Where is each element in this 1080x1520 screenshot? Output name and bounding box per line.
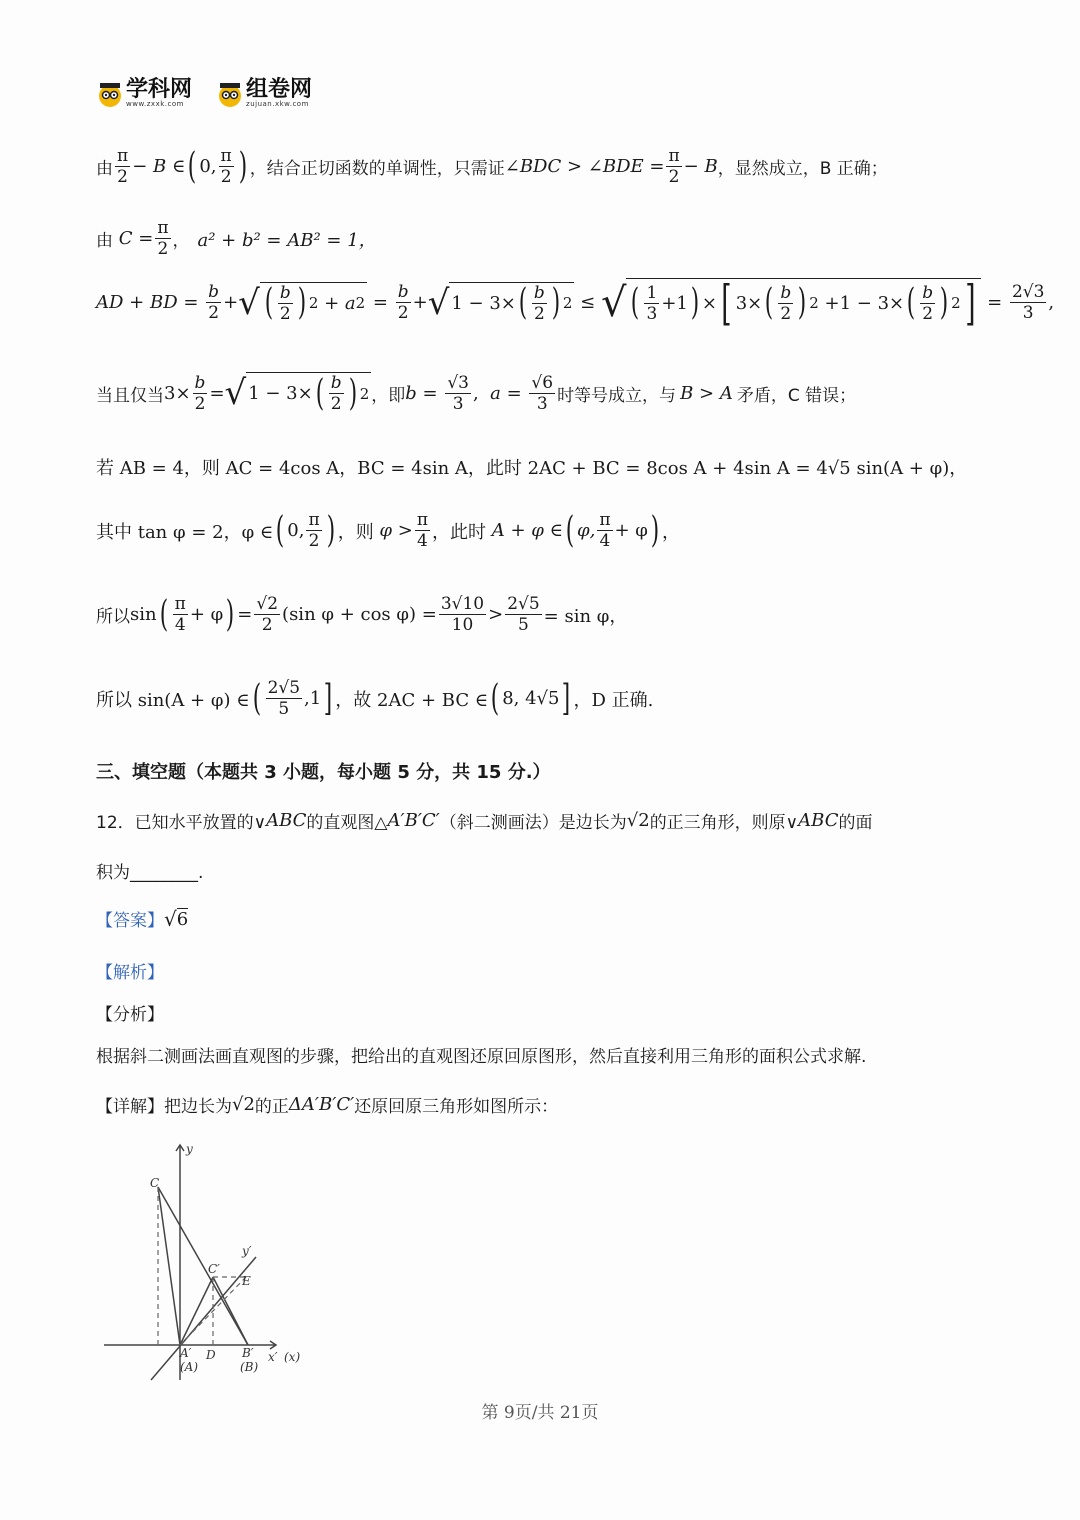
label-A: (A): [180, 1360, 199, 1374]
logo-zxxk-url: www.zxxk.com: [126, 100, 184, 108]
answer-value: 6: [176, 908, 189, 930]
logo-zujuan-url: zujuan.xkw.com: [246, 100, 309, 108]
solution-line-3: AD + BD = $\frac{b}{2}$ + √ ( $\frac{b}{2}$ ) 2 + a 2 = $\frac{b}{2}$ + √ 1 − 3× ( $\frac{b}{2}$ ) 2 ≤ √ ( $\frac{1}{3}$ +1 ) × [ 3× ( $\frac{b}{2}$ ) 2 +1 − 3× ( $\frac{b}{2}$ ) 2 ] = $\frac{2√3}{3}$ ,: [96, 275, 1055, 331]
text: 所以: [96, 607, 130, 627]
solution-line-1: 由 $\frac{\pi}{2}$ − B ∈ ( 0, $\frac{\pi}{2}$ ) ，结合正切函数的单调性，只需证 ∠BDC > ∠BDE = $\frac{\pi}{2}$ − B ，显然成立，B 正确；: [96, 145, 888, 187]
text: 当且仅当: [96, 385, 164, 406]
triangle-figure: [96, 1135, 316, 1385]
label-B: (B): [240, 1360, 259, 1374]
solution-line-2: 由 C = $\frac{\pi}{2}$ ， a² + b² = AB² = 1，: [96, 218, 377, 259]
text: = sin φ，: [543, 605, 628, 627]
detail-label: 【详解】: [96, 1097, 164, 1117]
text: ，即: [371, 385, 406, 406]
logo-zxxk-text: 学科网: [126, 77, 193, 102]
math: B > A: [680, 382, 733, 404]
analysis-label: 【解析】: [96, 963, 164, 983]
answer-label: 【答案】: [96, 911, 164, 931]
solution-line-6: 其中 tan φ = 2，φ ∈ ( 0, $\frac{\pi}{2}$ ) ，则 φ > $\frac{\pi}{4}$ ，此时 A + φ ∈ ( φ, $\frac{\pi}{4}$ + φ ) ，: [96, 509, 680, 551]
text: 由: [96, 159, 113, 179]
answer-line: 【答案】 √ 6: [96, 906, 189, 931]
label-C-prime: C′: [208, 1262, 220, 1276]
solution-line-4: 当且仅当 3× $\frac{b}{2}$ = √ 1 − 3× ( $\frac{b}{2}$ ) 2 ，即 b = $\frac{√3}{3}$ , a = $\frac{√6}{3}$ 时等号成立，与 B > A 矛盾，C 错误；: [96, 372, 857, 414]
fenxi-label: 【分析】: [96, 1005, 164, 1025]
math: ABC: [266, 810, 307, 831]
text: ，D 正确.: [573, 689, 654, 711]
math: a² + b² = AB² = 1，: [197, 229, 377, 251]
owl-icon: [216, 80, 244, 108]
text: 12．已知水平放置的∨: [96, 813, 267, 833]
label-A-prime: A′: [180, 1346, 192, 1360]
math: A′B′C′: [387, 810, 440, 831]
text: 把边长为: [164, 1097, 232, 1117]
text: ，则: [337, 521, 374, 543]
analysis-line: [96, 958, 164, 983]
math: ABC: [798, 810, 839, 831]
fenxi-line: [96, 1000, 164, 1025]
header-logos: [96, 77, 313, 108]
text: ，结合正切函数的单调性，只需证: [249, 159, 505, 179]
text: 还原回原三角形如图所示：: [354, 1097, 559, 1117]
question-12-line-1: 12．已知水平放置的∨ ABC 的直观图△ A′B′C′ （斜二测画法）是边长为 √2 的正三角形，则原∨ ABC 的面: [96, 810, 873, 833]
label-E: E: [242, 1274, 251, 1288]
fenxi-text: 根据斜二测画法画直观图的步骤，把给出的直观图还原回原图形，然后直接利用三角形的面积公式求解.: [96, 1047, 867, 1067]
label-C: C: [150, 1176, 160, 1190]
label-x-prime: x′: [268, 1350, 278, 1364]
label-y-prime: y′: [242, 1244, 252, 1258]
text: 其中 tan φ = 2，φ ∈: [96, 521, 274, 543]
text: ，: [172, 231, 190, 251]
detail-line: 【详解】 把边长为 √2 的正 ΔA′B′C′ 还原回原三角形如图所示：: [96, 1094, 559, 1117]
text: 的正: [254, 1097, 289, 1117]
text: ，故 2AC + BC ∈: [335, 689, 489, 711]
text: （斜二测画法）是边长为: [439, 813, 627, 833]
owl-icon: [96, 80, 124, 108]
logo-zujuan-text: 组卷网: [246, 77, 313, 102]
label-y: y: [186, 1142, 193, 1156]
math: ΔA′B′C′: [288, 1094, 355, 1115]
text: 积为________.: [96, 863, 204, 883]
page-footer: 第 9页/共 21页: [481, 1403, 599, 1423]
section-title: 三、填空题（本题共 3 小题，每小题 5 分，共 15 分.）: [96, 762, 551, 783]
fenxi-text-line: [96, 1042, 866, 1067]
text: ，显然成立，B 正确；: [717, 159, 888, 179]
text: 的正三角形，则原∨: [649, 813, 799, 833]
solution-line-8: 所以 sin(A + φ) ∈ ( $\frac{2√5}{5}$ ,1 ] ，故 2AC + BC ∈ ( 8, 4√5 ] ，D 正确.: [96, 677, 654, 719]
math: ∠BDC > ∠BDE =: [504, 156, 665, 177]
logo-zujuan: [216, 77, 313, 108]
solution-line-5: [96, 454, 967, 480]
label-x: (x): [284, 1350, 301, 1364]
text: 若 AB = 4，则 AC = 4cos A，BC = 4sin A，此时 2AC + BC = 8cos A + 4sin A = 4√5 sin(A + φ)，: [96, 458, 968, 479]
text: 矛盾，C 错误；: [736, 385, 857, 406]
text: 的直观图△: [306, 813, 388, 833]
text: 时等号成立，与: [557, 385, 677, 406]
logo-zxxk: [96, 77, 193, 108]
text: 所以 sin(A + φ) ∈: [96, 689, 250, 711]
solution-line-7: 所以 sin ( $\frac{\pi}{4}$ + φ ) = $\frac{√2}{2}$ (sin φ + cos φ) = $\frac{3√10}{10}$ > $\frac{2√5}{5}$ = sin φ，: [96, 593, 628, 635]
text: 由: [96, 231, 113, 251]
label-D: D: [206, 1348, 216, 1362]
question-12-line-2: [96, 858, 203, 883]
text: ，: [661, 521, 680, 543]
label-B-prime: B′: [242, 1346, 254, 1360]
text: ，此时: [432, 521, 487, 543]
text: 的面: [838, 813, 873, 833]
